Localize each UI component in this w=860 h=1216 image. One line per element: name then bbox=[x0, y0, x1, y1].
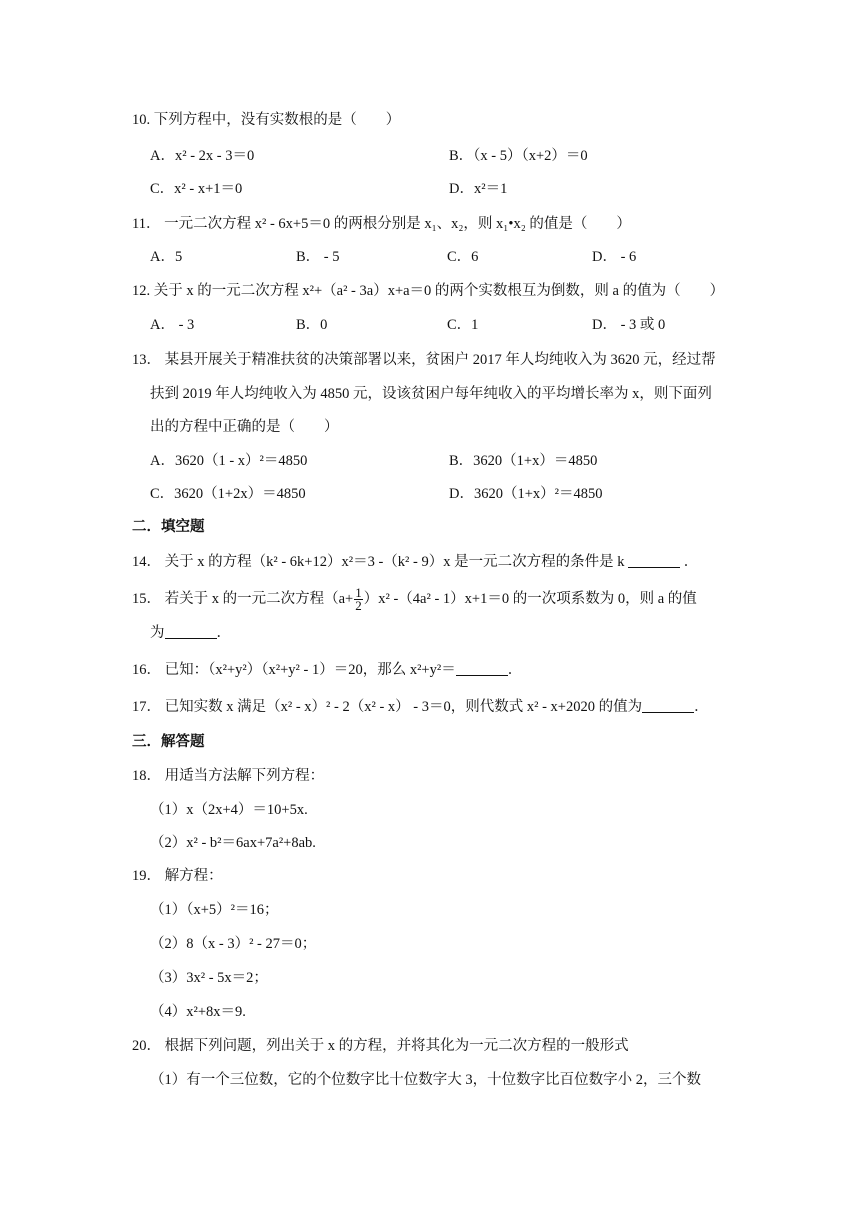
q10-option-b: B．（x - 5）（x+2）＝0 bbox=[449, 148, 588, 164]
question-14 bbox=[132, 552, 698, 572]
question-end: ． bbox=[694, 699, 709, 715]
question-stem-c: 为 bbox=[150, 625, 165, 641]
section-heading-answer: 三．解答题 bbox=[132, 734, 205, 750]
q20-part-1: （1）有一个三位数，它的个位数字比十位数字大 3，十位数字比百位数字小 2，三个数 bbox=[150, 1072, 701, 1088]
question-stem-line-2: 扶到 2019 年人均纯收入为 4850 元，设该贫困户每年纯收入的平均增长率为 x，则下面列 bbox=[150, 386, 712, 402]
question-stem: 关于 x 的方程（k² - 6k+12）x²＝3 -（k² - 9）x 是一元二次方程的条件是 k bbox=[164, 554, 625, 570]
fraction-numerator: 1 bbox=[355, 585, 362, 601]
q13-option-a: A．3620（1 - x）²＝4850 bbox=[150, 453, 308, 469]
question-number: 12. bbox=[132, 283, 151, 299]
q11-option-d: D． - 6 bbox=[592, 249, 637, 265]
q12-option-a: A． - 3 bbox=[150, 317, 195, 333]
question-number: 14． bbox=[132, 554, 161, 570]
q12-option-b: B．0 bbox=[296, 317, 328, 333]
question-16 bbox=[132, 660, 522, 680]
question-number: 15． bbox=[132, 591, 161, 607]
question-stem-b: ）x² -（4a² - 1）x+1＝0 的一次项系数为 0，则 a 的值 bbox=[363, 591, 697, 607]
question-11 bbox=[132, 214, 631, 234]
q19-part-4: （4）x²+8x＝9. bbox=[150, 1004, 246, 1020]
question-end: ． bbox=[216, 625, 231, 641]
question-stem: 根据下列问题，列出关于 x 的方程，并将其化为一元二次方程的一般形式 bbox=[164, 1038, 629, 1054]
question-number: 18． bbox=[132, 768, 161, 784]
q13-option-b: B．3620（1+x）＝4850 bbox=[449, 453, 598, 469]
question-stem: 一元二次方程 x² - 6x+5＝0 的两根分别是 x₁、x₂，则 x₁•x₂ 的值是（ ） bbox=[164, 216, 631, 232]
q18-part-1: （1）x（2x+4）＝10+5x. bbox=[150, 802, 308, 818]
q11-option-b: B． - 5 bbox=[296, 249, 340, 265]
fraction-one-half bbox=[354, 587, 363, 612]
answer-blank[interactable] bbox=[628, 553, 680, 568]
q13-option-d: D．3620（1+x）²＝4850 bbox=[449, 486, 603, 502]
question-number: 17． bbox=[132, 699, 161, 715]
question-stem: 已知实数 x 满足（x² - x）² - 2（x² - x） - 3＝0，则代数式 x² - x+2020 的值为 bbox=[164, 699, 643, 715]
question-18 bbox=[132, 766, 324, 786]
question-end: ． bbox=[683, 554, 699, 570]
q12-option-d: D． - 3 或 0 bbox=[592, 317, 666, 333]
question-number: 11． bbox=[132, 216, 161, 232]
question-20 bbox=[132, 1036, 629, 1056]
question-stem: 用适当方法解下列方程： bbox=[164, 768, 325, 784]
q10-option-c: C．x² - x+1＝0 bbox=[150, 181, 243, 197]
fraction-denominator: 2 bbox=[355, 598, 362, 614]
question-stem: 已知：（x²+y²）（x²+y² - 1）＝20，那么 x²+y²＝ bbox=[164, 662, 456, 678]
question-stem-a: 若关于 x 的一元二次方程（a+ bbox=[164, 591, 354, 607]
answer-blank[interactable] bbox=[165, 624, 217, 639]
q10-option-a: A．x² - 2x - 3＝0 bbox=[150, 148, 255, 164]
q18-part-2: （2）x² - b²＝6ax+7a²+8ab. bbox=[150, 835, 316, 851]
q19-part-3: （3）3x² - 5x＝2； bbox=[150, 970, 268, 986]
q19-part-1: （1）（x+5）²＝16； bbox=[150, 902, 279, 918]
answer-blank[interactable] bbox=[456, 661, 508, 676]
question-number: 19． bbox=[132, 868, 161, 884]
q12-option-c: C．1 bbox=[447, 317, 479, 333]
question-15-line-2 bbox=[150, 623, 231, 643]
question-number: 20． bbox=[132, 1038, 161, 1054]
question-number: 16． bbox=[132, 662, 161, 678]
question-stem: 关于 x 的一元二次方程 x²+（a² - 3a）x+a＝0 的两个实数根互为倒数，则 a 的值为（ ） bbox=[153, 283, 725, 299]
q11-option-c: C．6 bbox=[447, 249, 479, 265]
q11-option-a: A．5 bbox=[150, 249, 183, 265]
question-stem: 下列方程中，没有实数根的是（ ） bbox=[153, 112, 401, 128]
question-12 bbox=[132, 281, 724, 301]
q13-option-c: C．3620（1+2x）＝4850 bbox=[150, 486, 306, 502]
question-end: ． bbox=[507, 662, 523, 678]
question-13 bbox=[132, 350, 716, 370]
q10-option-d: D．x²＝1 bbox=[449, 181, 508, 197]
section-heading-fill-in: 二．填空题 bbox=[132, 519, 205, 535]
question-number: 10. bbox=[132, 112, 151, 128]
question-stem: 解方程： bbox=[164, 868, 223, 884]
question-19 bbox=[132, 866, 223, 886]
question-stem-line-1: 某县开展关于精准扶贫的决策部署以来，贫困户 2017 年人均纯收入为 3620 元，经过帮 bbox=[164, 352, 716, 368]
question-number: 13． bbox=[132, 352, 161, 368]
question-10 bbox=[132, 110, 400, 130]
question-stem-line-3: 出的方程中正确的是（ ） bbox=[150, 419, 339, 435]
question-15 bbox=[132, 586, 697, 612]
question-17 bbox=[132, 697, 709, 717]
q19-part-2: （2）8（x - 3）² - 27＝0； bbox=[150, 936, 317, 952]
answer-blank[interactable] bbox=[642, 698, 694, 713]
